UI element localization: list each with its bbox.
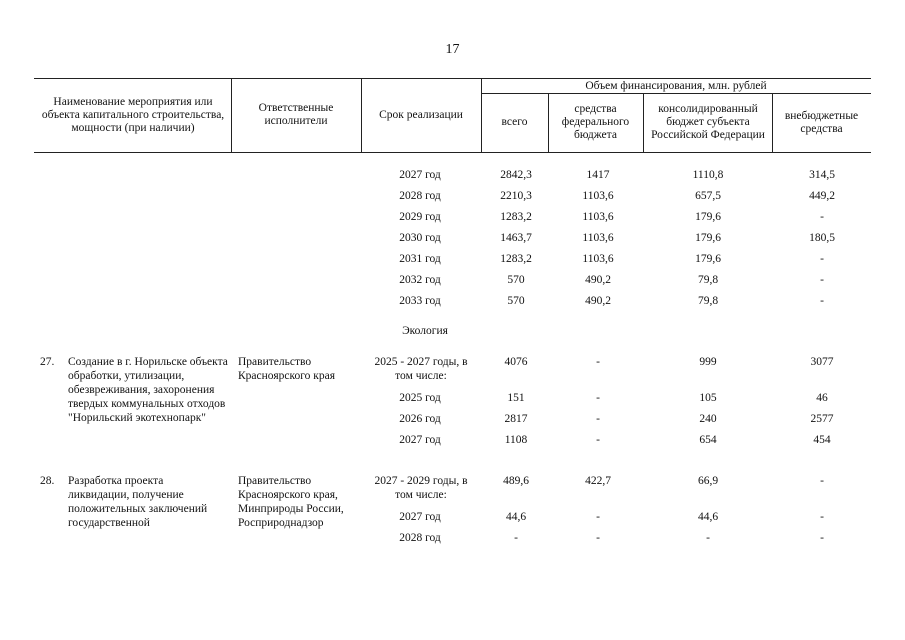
header-total: всего [501,116,528,128]
table-row-extra: 454 [813,434,831,446]
item-executors: Правительство Красноярского края, Минприроды России, Росприроднадзор [238,475,344,529]
table-row-total: 2210,3 [500,190,532,202]
table-row-period: 2025 год [399,392,441,404]
table-row-period: 2028 год [399,532,441,544]
table-row-extra: 46 [816,392,828,404]
header-extrabudget: внебюджетные средства [784,109,859,135]
table-row-consolidated: 240 [699,413,717,425]
table-row-federal: 1103,6 [582,232,614,244]
table-row-period: 2028 год [399,190,441,202]
section-title: Экология [402,325,448,337]
item-executors: Правительство Красноярского края [238,356,335,382]
table-row-federal: 1103,6 [582,211,614,223]
header-federal: средства федерального бюджета [561,103,630,141]
table-row-period: 2027 год [399,434,441,446]
table-row-federal: 1417 [586,169,610,181]
table-row-consolidated: 105 [699,392,717,404]
table-row-federal: - [596,413,600,425]
table-row-extra: 2577 [810,413,834,425]
table-row-period: 2033 год [399,295,441,307]
item-name: Разработка проекта ликвидации, получение положительных заключений государственной [68,475,208,529]
table-row-period: 2032 год [399,274,441,286]
table-row-extra: - [820,475,824,487]
table-row-consolidated: 79,8 [697,274,719,286]
table-row-period: 2031 год [399,253,441,265]
header-funding: Объем финансирования, млн. рублей [585,79,767,92]
table-row-consolidated: 657,5 [695,190,721,202]
item-name: Создание в г. Норильске объекта обработки, утилизации, обезвреживания, захоронения твердых коммунальных отходов "Норильский экотехнопарк" [68,356,228,424]
table-row-total: 4076 [504,356,528,368]
table-row-total: - [514,532,518,544]
table-row-period: 2025 - 2027 годы, в том числе: [374,356,468,382]
table-row-period: 2030 год [399,232,441,244]
table-row-consolidated: 1110,8 [692,169,724,181]
table-row-total: 44,6 [505,511,527,523]
table-row-extra: 449,2 [809,190,835,202]
table-row-total: 1463,7 [500,232,532,244]
table-row-federal: 1103,6 [582,190,614,202]
table-row-total: 570 [507,274,525,286]
table-row-extra: - [820,274,824,286]
table-row-period: 2027 год [399,511,441,523]
table-row-extra: - [820,511,824,523]
table-row-total: 2842,3 [500,169,532,181]
table-row-federal: - [596,392,600,404]
table-row-consolidated: 179,6 [695,232,721,244]
table-row-consolidated: 999 [699,356,717,368]
table-row-total: 570 [507,295,525,307]
header-consolidated: консолидированный бюджет субъекта Российской Федерации [651,103,765,141]
table-row-period: 2027 - 2029 годы, в том числе: [374,475,468,501]
table-row-consolidated: 79,8 [697,295,719,307]
table-row-total: 1283,2 [500,253,532,265]
table-row-consolidated: 654 [699,434,717,446]
table-row-consolidated: 179,6 [695,253,721,265]
table-row-extra: - [820,295,824,307]
table-row-extra: 180,5 [809,232,835,244]
header-name: Наименование мероприятия или объекта капитального строительства, мощности (при наличии) [41,95,225,134]
header-period: Срок реализации [379,108,463,121]
item-number: 27. [40,356,55,368]
table-row-extra: - [820,211,824,223]
table-row-consolidated: 66,9 [697,475,719,487]
table-row-consolidated: 179,6 [695,211,721,223]
table-row-federal: - [596,356,600,368]
table-row-federal: - [596,532,600,544]
table-row-total: 489,6 [503,475,529,487]
table-row-federal: 1103,6 [582,253,614,265]
table-row-period: 2026 год [399,413,441,425]
table-row-total: 1108 [504,434,528,446]
table-row-extra: 314,5 [809,169,835,181]
table-row-period: 2029 год [399,211,441,223]
table-row-total: 151 [507,392,525,404]
table-row-period: 2027 год [399,169,441,181]
table-row-consolidated: - [706,532,710,544]
table-row-federal: 490,2 [585,274,611,286]
page-number: 17 [445,42,460,57]
table-row-extra: 3077 [810,356,834,368]
table-row-consolidated: 44,6 [697,511,719,523]
table-row-extra: - [820,532,824,544]
table-row-federal: 422,7 [585,475,611,487]
table-row-federal: - [596,434,600,446]
table-row-extra: - [820,253,824,265]
table-row-federal: - [596,511,600,523]
table-row-federal: 490,2 [585,295,611,307]
table-row-total: 1283,2 [500,211,532,223]
item-number: 28. [40,475,55,487]
header-executors: Ответственные исполнители [258,102,334,127]
table-row-total: 2817 [504,413,528,425]
